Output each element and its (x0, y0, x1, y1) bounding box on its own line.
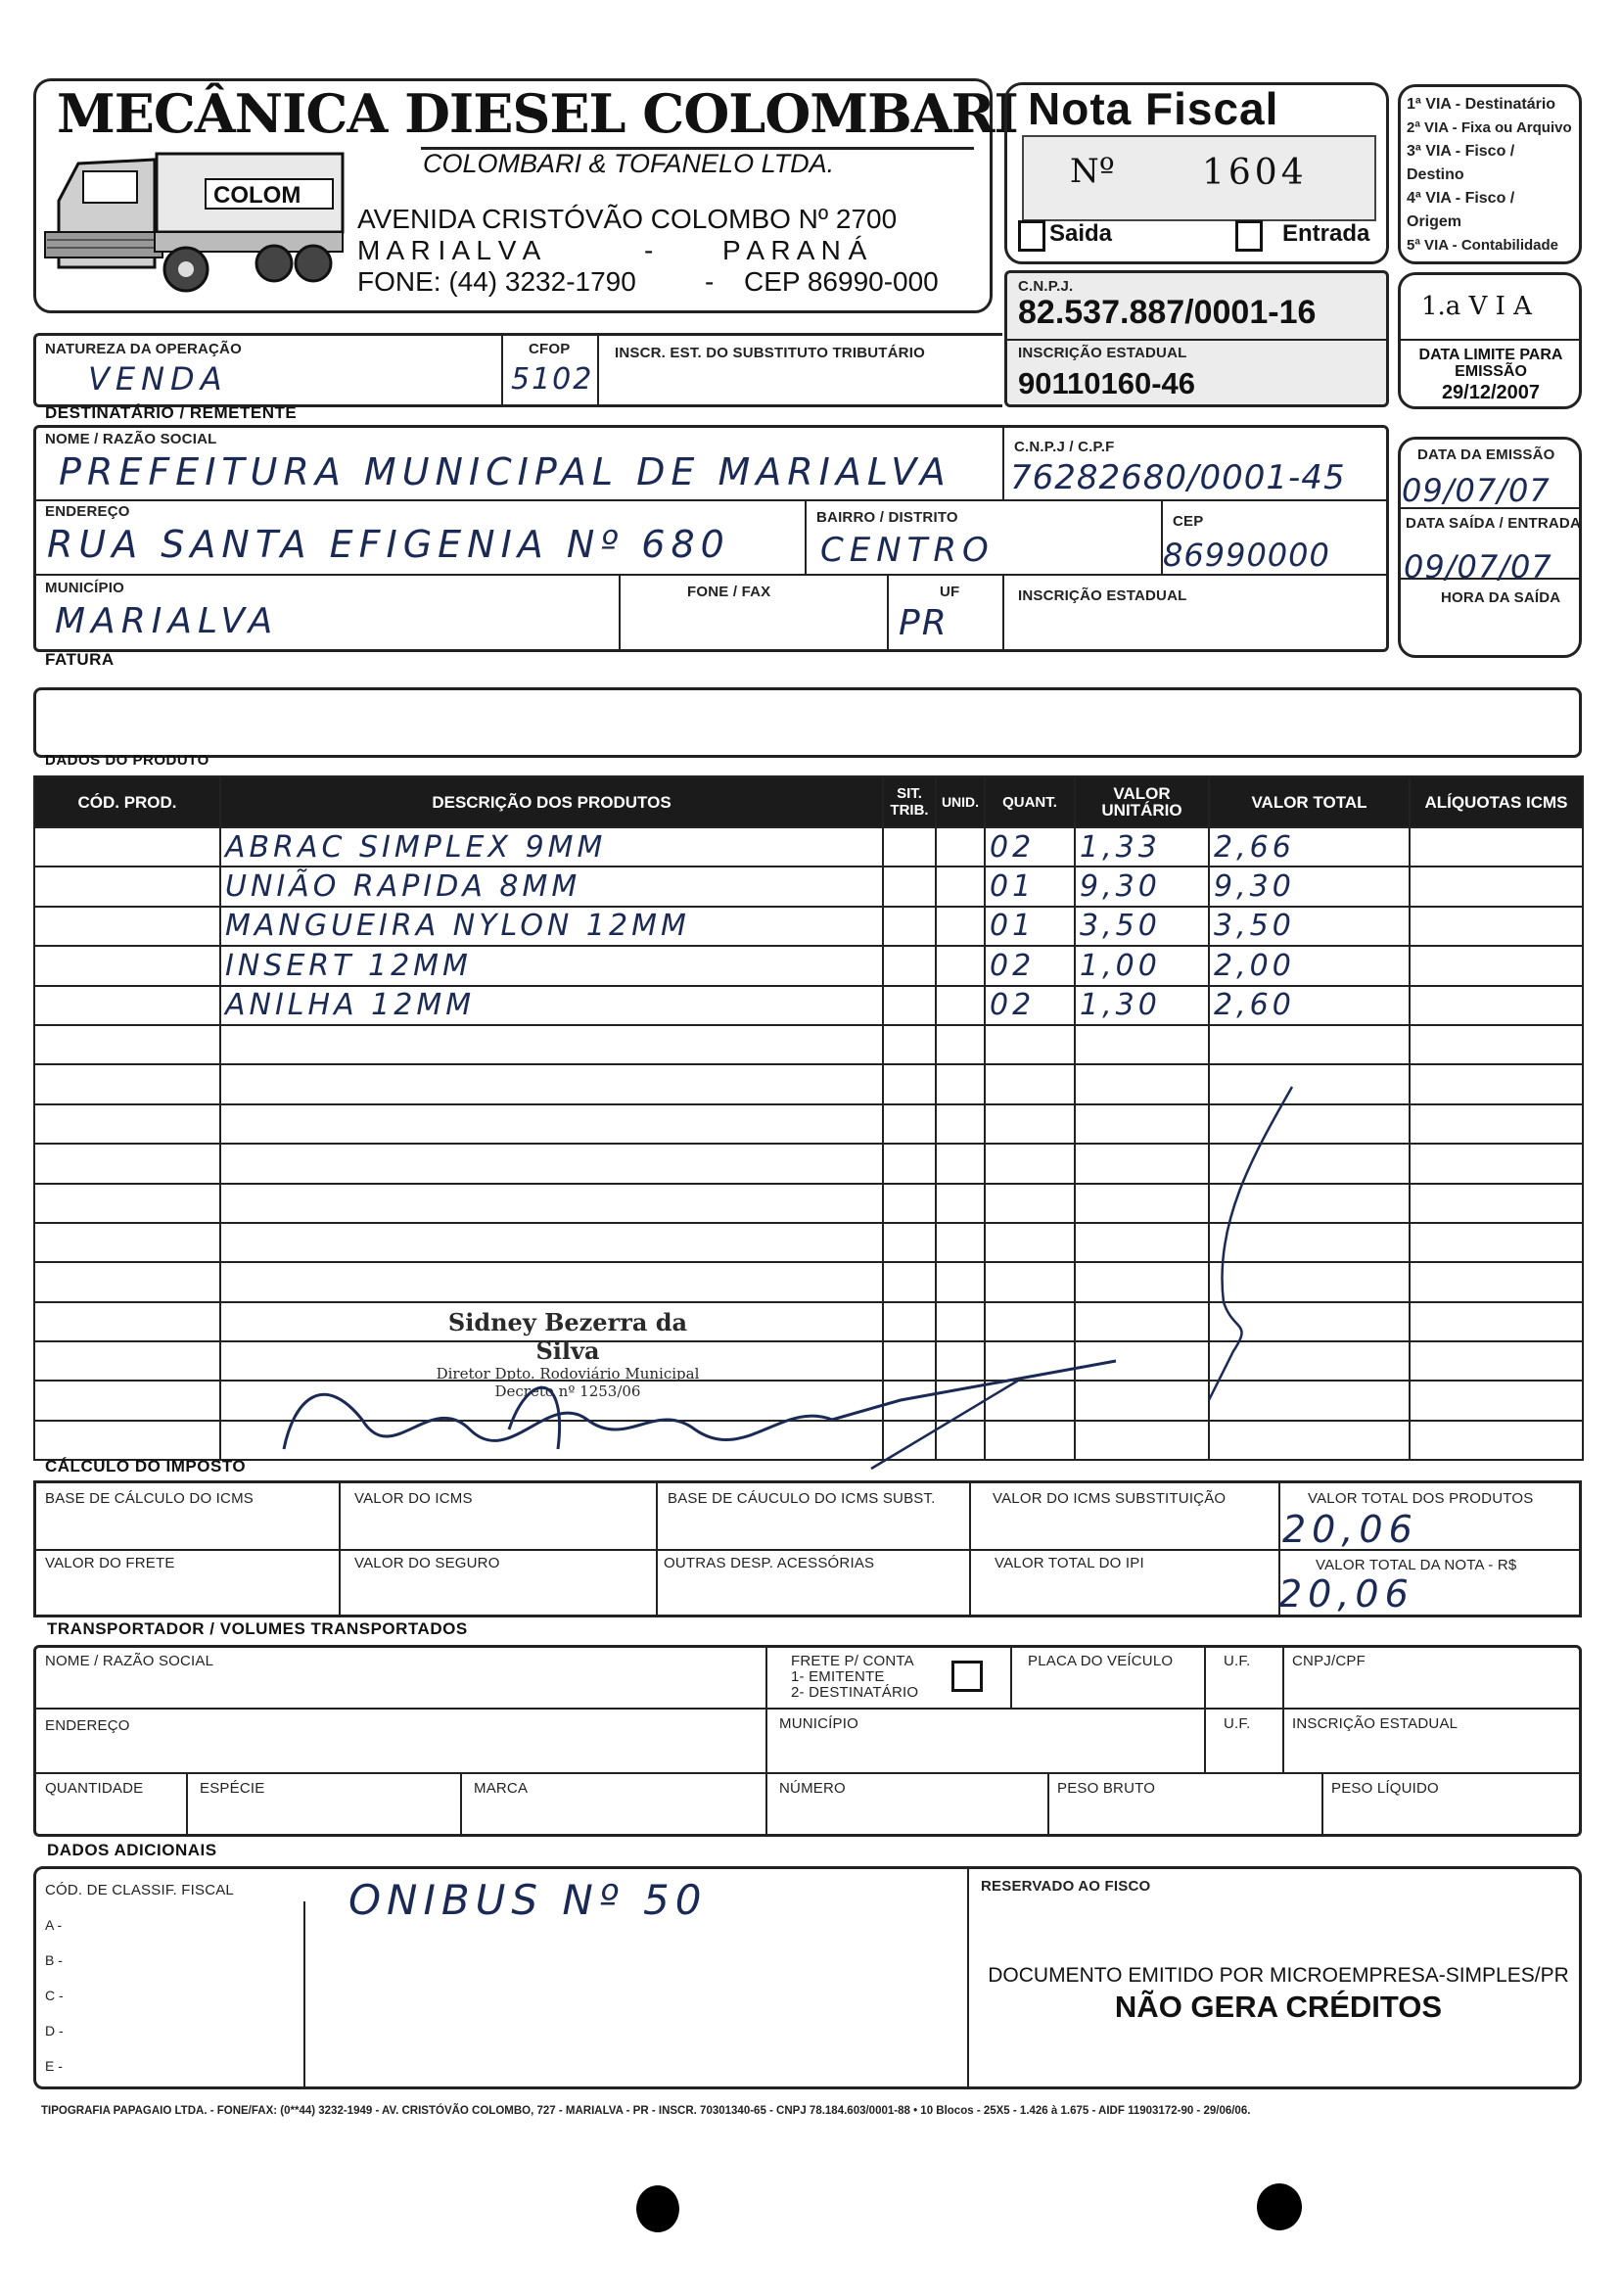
cell-descricao: ANILHA 12MM (220, 986, 883, 1025)
cnpj-value: 82.537.887/0001-16 (1018, 294, 1317, 331)
imposto-section: CÁLCULO DO IMPOSTO (45, 1457, 247, 1476)
transp-row-1 (35, 1708, 1580, 1710)
via-stamp: 1.a V I A (1421, 292, 1532, 321)
classif-label: CÓD. DE CLASSIF. FISCAL (45, 1882, 234, 1898)
adicionais-nota: ONIBUS Nº 50 (348, 1876, 708, 1924)
cell-descricao: ABRAC SIMPLEX 9MM (220, 827, 883, 867)
company-name: MECÂNICA DIESEL COLOMBARI (57, 82, 1018, 145)
cnpj-divider (1006, 339, 1387, 341)
classif-c: C - (45, 1988, 64, 2003)
natureza-label: NATUREZA DA OPERAÇÃO (45, 341, 242, 357)
transporte-section: TRANSPORTADOR / VOLUMES TRANSPORTADOS (47, 1619, 468, 1638)
dest-endereco-label: ENDEREÇO (45, 503, 130, 520)
nota-number: 1604 (1202, 153, 1308, 193)
dest-fone-label: FONE / FAX (687, 584, 771, 600)
cell-descricao: UNIÃO RAPIDA 8MM (220, 867, 883, 906)
cell-unit: 9,30 (1075, 867, 1209, 906)
transp-marca-label: MARCA (474, 1780, 529, 1797)
company-state: P A R A N Á (722, 235, 867, 265)
transp-frete-label: FRETE P/ CONTA (791, 1653, 914, 1669)
classif-b: B - (45, 1952, 63, 1968)
dest-emissao: 09/07/07 (1402, 472, 1551, 509)
transp-cnpj-label: CNPJ/CPF (1292, 1653, 1366, 1669)
dest-ie-label: INSCRIÇÃO ESTADUAL (1018, 587, 1187, 604)
adicionais-col-1 (303, 1901, 305, 2087)
signature-scribble (235, 1077, 1331, 1488)
saida-label: Saida (1049, 220, 1113, 247)
cell-unit: 1,33 (1075, 827, 1209, 867)
cell-quant: 02 (985, 986, 1075, 1025)
classif-d: D - (45, 2023, 64, 2038)
valor-subst-label: VALOR DO ICMS SUBSTITUIÇÃO (993, 1490, 1227, 1507)
imposto-col-3 (969, 1482, 971, 1616)
natureza-divider-1 (501, 335, 503, 405)
dest-col-bairro (805, 501, 807, 574)
dest-col-cnpj (1002, 427, 1004, 499)
header-cod: CÓD. PROD. (34, 776, 220, 827)
frete-label: VALOR DO FRETE (45, 1555, 175, 1571)
table-row (34, 1025, 1583, 1064)
transp-col-i (1321, 1774, 1323, 1835)
stamp-role: Diretor Dpto. Rodoviário Municipal (436, 1365, 700, 1382)
imposto-col-1 (339, 1482, 341, 1616)
transp-col-g (765, 1774, 767, 1835)
company-cep: CEP 86990-000 (744, 266, 939, 297)
total-nota-label: VALOR TOTAL DA NOTA - R$ (1316, 1557, 1517, 1573)
total-produtos-label: VALOR TOTAL DOS PRODUTOS (1308, 1490, 1534, 1507)
classif-a: A - (45, 1917, 63, 1933)
transp-placa-label: PLACA DO VEÍCULO (1028, 1653, 1174, 1669)
transp-col-e (186, 1774, 188, 1835)
dest-cep: 86990000 (1163, 537, 1330, 574)
cell-total: 2,66 (1209, 827, 1410, 867)
imposto-col-2 (656, 1482, 658, 1616)
dest-endereco: RUA SANTA EFIGENIA Nº 680 (47, 523, 730, 566)
fatura-box (33, 687, 1582, 758)
cell-unit: 3,50 (1075, 907, 1209, 946)
adicionais-section: DADOS ADICIONAIS (47, 1841, 217, 1859)
cell-total: 9,30 (1209, 867, 1410, 906)
transp-col-b (1010, 1647, 1012, 1708)
dest-emissao-label: DATA DA EMISSÃO (1417, 446, 1555, 463)
subst-label: INSCR. EST. DO SUBSTITUTO TRIBUTÁRIO (615, 345, 925, 361)
products-header-row (34, 776, 1583, 827)
transp-col-a (765, 1647, 767, 1772)
footer-imprint: TIPOGRAFIA PAPAGAIO LTDA. - FONE/FAX: (0**44) 3232-1949 - AV. CRISTÓVÃO COLOMBO, 727 - MARIALVA - PR - INSCR. 70301340-65 - CNPJ 78.184.603/0001-88 • 10 Blocos - 25X5 - 1.426 à 1.675 - AIDF 11903172-90 - 29/06/06. (41, 2105, 1251, 2117)
cell-unit: 1,00 (1075, 946, 1209, 985)
nota-number-label: Nº (1070, 152, 1115, 191)
outras-label: OUTRAS DESP. ACESSÓRIAS (664, 1555, 875, 1571)
company-phone: FONE: (44) 3232-1790 (357, 266, 636, 297)
transp-col-d (1282, 1647, 1284, 1772)
cell-descricao: INSERT 12MM (220, 946, 883, 985)
data-limite: 29/12/2007 (1441, 382, 1541, 403)
transp-uf-label: U.F. (1224, 1653, 1251, 1669)
dest-uf-label: UF (940, 584, 960, 600)
header-quant: QUANT. (985, 776, 1075, 827)
adicionais-col-2 (967, 1868, 969, 2087)
frete-checkbox[interactable] (951, 1661, 983, 1692)
cell-quant: 01 (985, 907, 1075, 946)
company-dash: - (644, 235, 654, 265)
base-subst-label: BASE DE CÁUCULO DO ICMS SUBST. (668, 1490, 936, 1507)
datas-box (1398, 437, 1582, 658)
transp-endereco-label: ENDEREÇO (45, 1717, 130, 1734)
transp-especie-label: ESPÉCIE (200, 1780, 265, 1797)
transp-col-c (1204, 1647, 1206, 1772)
dest-saida-label: DATA SAÍDA / ENTRADA (1406, 515, 1581, 532)
cfop-label: CFOP (529, 341, 571, 357)
dest-col-uf (887, 576, 889, 650)
cell-cod (34, 986, 220, 1025)
cnpj-label: C.N.P.J. (1018, 278, 1074, 295)
transp-quantidade-label: QUANTIDADE (45, 1780, 144, 1797)
table-row (34, 867, 1583, 906)
transp-destinatario: 2- DESTINATÁRIO (791, 1684, 919, 1701)
dest-cep-label: CEP (1173, 513, 1204, 530)
fisco-label: RESERVADO AO FISCO (981, 1878, 1151, 1895)
binder-hole-right (1257, 2183, 1302, 2230)
dest-municipio-label: MUNICÍPIO (45, 580, 124, 596)
cell-total: 2,60 (1209, 986, 1410, 1025)
fisco-msg-2: NÃO GERA CRÉDITOS (1114, 1990, 1443, 2024)
dest-municipio: MARIALVA (55, 601, 279, 641)
total-nota: 20,06 (1278, 1572, 1414, 1616)
company-city: M A R I A L V A (357, 235, 541, 265)
ipi-label: VALOR TOTAL DO IPI (995, 1555, 1144, 1571)
fisco-msg-1: DOCUMENTO EMITIDO POR MICROEMPRESA-SIMPLES/PR (988, 1964, 1569, 1987)
ie-value: 90110160-46 (1018, 366, 1196, 400)
via-1: 1ª VIA - Destinatário (1407, 96, 1556, 113)
cell-cod (34, 907, 220, 946)
transp-emitente: 1- EMITENTE (791, 1668, 885, 1685)
dest-row-1 (35, 499, 1387, 501)
vias-box (1398, 84, 1582, 264)
cell-cod (34, 867, 220, 906)
cell-quant: 02 (985, 827, 1075, 867)
nota-title: Nota Fiscal (1028, 83, 1279, 134)
via-stamp-divider (1400, 339, 1580, 341)
transp-numero-label: NÚMERO (779, 1780, 846, 1797)
fatura-section: FATURA (45, 650, 115, 669)
via-2: 2ª VIA - Fixa ou Arquivo (1407, 119, 1572, 136)
company-dash-2: - (705, 266, 715, 297)
data-limite-label: DATA LIMITE PARA EMISSÃO (1418, 347, 1563, 380)
dest-nome-label: NOME / RAZÃO SOCIAL (45, 431, 217, 447)
dest-row-2 (35, 574, 1387, 576)
stamp-name: Sidney Bezerra da Silva (447, 1308, 688, 1365)
truck-logo-icon (39, 142, 352, 308)
cell-quant: 01 (985, 867, 1075, 906)
dest-saida: 09/07/07 (1404, 548, 1552, 586)
transp-col-h (1047, 1774, 1049, 1835)
cell-total: 3,50 (1209, 907, 1410, 946)
header-valor-unit: VALOR UNITÁRIO (1075, 776, 1209, 827)
transp-municipio-label: MUNICÍPIO (779, 1715, 858, 1732)
table-row (34, 907, 1583, 946)
via-3: 3ª VIA - Fisco / Destino (1407, 143, 1515, 183)
dest-uf: PR (899, 603, 949, 643)
truck-logo-text: COLOM (213, 182, 301, 209)
transp-col-f (460, 1774, 462, 1835)
dest-nome: PREFEITURA MUNICIPAL DE MARIALVA (59, 450, 951, 493)
table-row (34, 946, 1583, 985)
valor-icms-label: VALOR DO ICMS (354, 1490, 473, 1507)
header-sit-trib: SIT. TRIB. (883, 776, 936, 827)
dest-bairro: CENTRO (820, 531, 995, 570)
header-descricao: DESCRIÇÃO DOS PRODUTOS (220, 776, 883, 827)
transp-peso-bruto-label: PESO BRUTO (1057, 1780, 1156, 1797)
dest-col-fone (619, 576, 621, 650)
cell-cod (34, 827, 220, 867)
header-unid: UNID. (936, 776, 985, 827)
cell-cod (34, 946, 220, 985)
entrada-checkbox[interactable] (1235, 220, 1263, 252)
via-4: 4ª VIA - Fisco / Origem (1407, 190, 1515, 230)
dest-hora-label: HORA DA SAÍDA (1441, 589, 1561, 606)
table-row (34, 827, 1583, 867)
transp-ie-label: INSCRIÇÃO ESTADUAL (1292, 1715, 1459, 1732)
cell-quant: 02 (985, 946, 1075, 985)
dest-col-ie (1002, 576, 1004, 650)
seguro-label: VALOR DO SEGURO (354, 1555, 500, 1571)
base-icms-label: BASE DE CÁLCULO DO ICMS (45, 1490, 254, 1507)
table-row (34, 986, 1583, 1025)
cell-total: 2,00 (1209, 946, 1410, 985)
cfop-value: 5102 (511, 362, 594, 397)
ie-label: INSCRIÇÃO ESTADUAL (1018, 345, 1187, 361)
entrada-label: Entrada (1282, 220, 1370, 247)
dest-cnpj-label: C.N.P.J / C.P.F (1014, 439, 1115, 455)
total-produtos: 20,06 (1282, 1508, 1418, 1551)
company-address: AVENIDA CRISTÓVÃO COLOMBO Nº 2700 (357, 204, 898, 234)
cell-unit: 1,30 (1075, 986, 1209, 1025)
produtos-section: DADOS DO PRODUTO (45, 752, 209, 769)
classif-e: E - (45, 2058, 63, 2074)
header-valor-total: VALOR TOTAL (1209, 776, 1410, 827)
transp-row-2 (35, 1772, 1580, 1774)
stamp-decree: Decreto nº 1253/06 (494, 1382, 641, 1400)
via-5: 5ª VIA - Contabilidade (1407, 237, 1559, 254)
company-legal-name: COLOMBARI & TOFANELO LTDA. (423, 149, 835, 178)
natureza-value: VENDA (88, 360, 228, 398)
saida-checkbox[interactable] (1018, 220, 1045, 252)
dest-cnpj: 76282680/0001-45 (1010, 458, 1346, 497)
transp-nome-label: NOME / RAZÃO SOCIAL (45, 1653, 214, 1669)
transp-uf2-label: U.F. (1224, 1715, 1251, 1732)
cell-descricao: MANGUEIRA NYLON 12MM (220, 907, 883, 946)
binder-hole-left (636, 2185, 679, 2232)
transp-peso-liquido-label: PESO LÍQUIDO (1331, 1780, 1439, 1797)
destinatario-section: DESTINATÁRIO / REMETENTE (45, 403, 298, 422)
natureza-divider-2 (597, 335, 599, 405)
dest-bairro-label: BAIRRO / DISTRITO (816, 509, 958, 526)
header-aliquotas: ALÍQUOTAS ICMS (1410, 776, 1583, 827)
